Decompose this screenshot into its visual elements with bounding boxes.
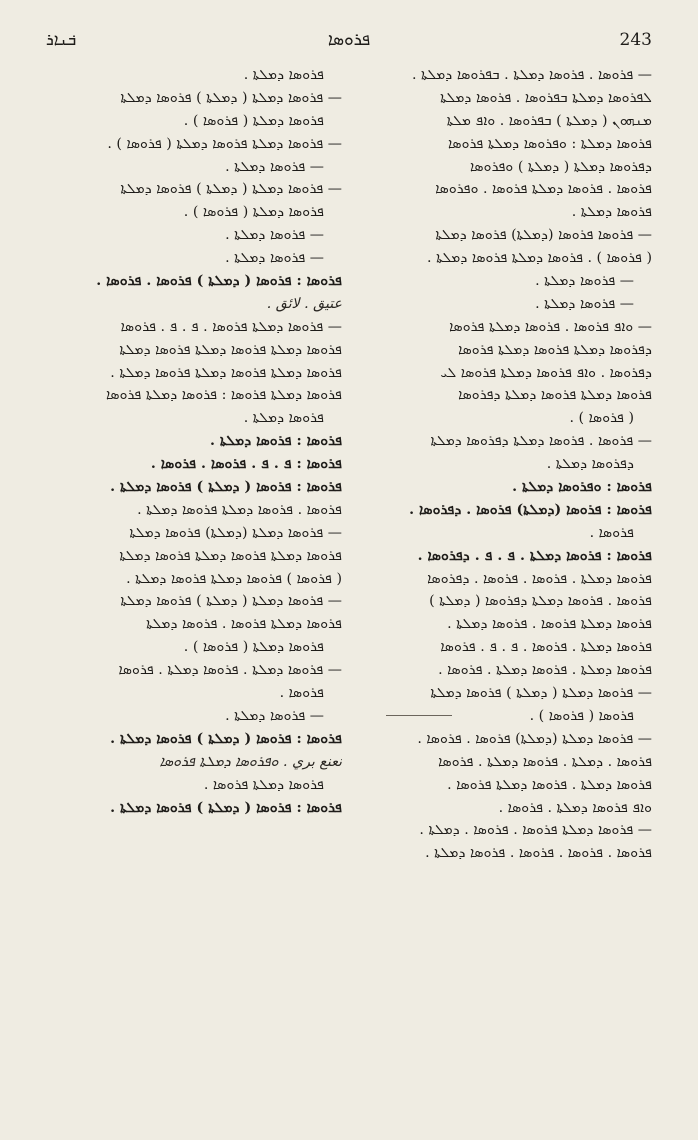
text-line: ܦܪܘܣܐ : ܦܪܘܣܐ (ܕܡܠܬܐ) ܦܪܘܣܐ . ܕܦܪܘܣܐ .	[409, 501, 652, 518]
end-rule	[386, 715, 452, 716]
text-line: ܦܪܘܣܐ ܕܡܠܬܐ ( ܦܪܘܣܐ ) .	[183, 112, 324, 129]
text-line: — ܦܪܘܣܐ ܕܡܠܬܐ .	[225, 250, 324, 267]
text-line: ܦܪܘܣܐ ܕܡܠܬܐ ܦܪܘܣܐ ܕܡܠܬܐ ܕܦܪܘܣܐ	[458, 387, 652, 404]
text-line: ܘܐܦ ܦܪܘܣܐ ܕܡܠܬܐ . ܦܪܘܣܐ .	[498, 799, 652, 816]
text-line: نعنع بري . ܘܦܪܘܣܐ ܕܡܠܬܐ ܦܪܘܣܐ	[159, 753, 342, 770]
text-line: ( ܦܪܘܣܐ ) .	[569, 410, 634, 427]
text-line: ܠܦܪܘܣܐ ܕܡܠܬܐ ܒܦܪܘܣܐ . ܦܪܘܣܐ ܕܡܠܬܐ	[440, 89, 652, 106]
text-line: ܦܪܘܣܐ : ܦܪܘܣܐ ( ܕܡܠܬܐ ) ܦܪܘܣܐ . ܦܪܘܣܐ .	[96, 273, 342, 290]
text-line: — ܦܪܘܣܐ ܦܪܘܣܐ (ܕܡܠܬܐ) ܦܪܘܣܐ ܕܡܠܬܐ	[435, 227, 652, 244]
text-line: عتيق . لائق .	[266, 295, 342, 312]
right-column	[360, 64, 652, 865]
text-line: ܦܪܘܣܐ ܕܡܠܬܐ ܦܪܘܣܐ : ܦܪܘܣܐ ܕܡܠܬܐ ܦܪܘܣܐ	[106, 387, 342, 404]
text-line: ܕܦܪܘܣܐ . ܘܐܦ ܦܪܘܣܐ ܕܡܠܬܐ ܦܪܘܣܐ ܠܝ	[440, 364, 652, 381]
text-line: ( ܦܪܘܣܐ ) ܦܪܘܣܐ ܕܡܠܬܐ ܦܪܘܣܐ ܕܡܠܬܐ .	[126, 570, 342, 587]
text-line: ܦܪܘܣܐ ܕܡܠܬܐ ܦܪܘܣܐ ܕܡܠܬܐ ܦܪܘܣܐ ܕܡܠܬܐ	[119, 341, 342, 358]
text-line: — ܦܪܘܣܐ . ܦܪܘܣܐ ܕܡܠܬܐ ܕܦܪܘܣܐ ܕܡܠܬܐ	[430, 433, 652, 450]
text-line: ܡܢܗܘܢ ( ܕܡܠܬܐ ) ܒܦܪܘܣܐ . ܘܐܦ ܡܠܬܐ	[446, 112, 652, 129]
running-head	[46, 30, 652, 60]
text-line: ܦܪܘܣܐ ܕܡܠܬܐ ( ܦܪܘܣܐ ) .	[183, 639, 324, 656]
text-line: — ܦܪܘܣܐ ܕܡܠܬܐ .	[535, 273, 634, 290]
text-line: ܦܪܘܣܐ ܕܡܠܬܐ ܦܪܘܣܐ ܕܡܠܬܐ ܦܪܘܣܐ ܕܡܠܬܐ	[119, 547, 342, 564]
text-line: ܦܪܘܣܐ . ܦܪܘܣܐ ܕܡܠܬܐ ܦܪܘܣܐ . ܘܦܪܘܣܐ	[435, 181, 652, 198]
text-line: ܦܪܘܣܐ : ܦܪܘܣܐ ܕܡܠܬܐ .	[210, 433, 342, 450]
text-line: — ܦܪܘܣܐ ܕܡܠܬܐ ܦܪܘܣܐ . ܦܪܘܣܐ . ܕܡܠܬܐ .	[419, 822, 652, 839]
page-title: ܦܪܘܣܐ	[327, 30, 371, 50]
text-line: — ܦܪܘܣܐ ܕܡܠܬܐ ( ܕܡܠܬܐ ) ܦܪܘܣܐ ܕܡܠܬܐ	[430, 685, 652, 702]
text-line: — ܦܪܘܣܐ ܕܡܠܬܐ .	[225, 158, 324, 175]
text-line: ܦܪܘܣܐ . ܦܪܘܣܐ ܕܡܠܬܐ ܕܦܪܘܣܐ ( ܕܡܠܬܐ )	[429, 593, 652, 610]
text-line: ܦܪܘܣܐ . ܕܡܠܬܐ . ܦܪܘܣܐ ܕܡܠܬܐ . ܦܪܘܣܐ	[438, 753, 652, 770]
text-line: ܦܪܘܣܐ ܕܡܠܬܐ .	[571, 204, 652, 221]
text-line: — ܦܪܘܣܐ ܕܡܠܬܐ .	[225, 707, 324, 724]
text-line: — ܦܪܘܣܐ ܕܡܠܬܐ ܦܪܘܣܐ . ܦ . ܦ . ܦܪܘܣܐ	[120, 318, 342, 335]
text-line: ܦܪܘܣܐ .	[589, 524, 634, 541]
left-column	[50, 64, 342, 819]
text-line: ܦܪܘܣܐ ܕܡܠܬܐ . ܦܪܘܣܐ ܕܡܠܬܐ . ܦܪܘܣܐ .	[438, 662, 652, 679]
text-line: ܦܪܘܣܐ ܕܡܠܬܐ ܦܪܘܣܐ . ܦܪܘܣܐ ܕܡܠܬܐ .	[447, 616, 652, 633]
text-line: — ܦܪܘܣܐ ܕܡܠܬܐ ( ܕܡܠܬܐ ) ܦܪܘܣܐ ܕܡܠܬܐ	[120, 593, 342, 610]
text-line: ܦܪܘܣܐ : ܦ . ܦ . ܦܪܘܣܐ . ܦܪܘܣܐ .	[150, 456, 342, 473]
text-line: — ܦܪܘܣܐ . ܦܪܘܣܐ ܕܡܠܬܐ . ܒܦܪܘܣܐ ܕܡܠܬܐ .	[411, 67, 652, 83]
text-line: ܦܪܘܣܐ : ܦܪܘܣܐ ( ܕܡܠܬܐ ) ܦܪܘܣܐ ܕܡܠܬܐ .	[110, 730, 342, 747]
text-line: ܦܪܘܣܐ . ܦܪܘܣܐ ܕܡܠܬܐ ܦܪܘܣܐ ܕܡܠܬܐ .	[137, 501, 342, 518]
text-line: ܕܦܪܘܣܐ ܕܡܠܬܐ ( ܕܡܠܬܐ ) ܘܦܪܘܣܐ	[470, 158, 652, 175]
text-line: — ܦܪܘܣܐ ܕܡܠܬܐ (ܕܡܠܬܐ) ܦܪܘܣܐ . ܦܪܘܣܐ .	[417, 730, 652, 747]
text-line: — ܘܐܦ ܦܪܘܣܐ . ܦܪܘܣܐ ܕܡܠܬܐ ܦܪܘܣܐ	[449, 318, 652, 335]
text-line: ܕܦܪܘܣܐ ܕܡܠܬܐ .	[546, 456, 634, 473]
text-line: ܦܪܘܣܐ ܕܡܠܬܐ . ܦܪܘܣܐ . ܦܪܘܣܐ . ܕܦܪܘܣܐ	[427, 570, 652, 587]
text-line: ܦܪܘܣܐ : ܦܪܘܣܐ ܕܡܠܬܐ . ܦ . ܦ . ܕܦܪܘܣܐ .	[417, 547, 652, 564]
text-line: ܦܪܘܣܐ .	[279, 685, 324, 702]
text-line: ܦܪܘܣܐ : ܘܦܪܘܣܐ ܕܡܠܬܐ .	[512, 479, 652, 496]
text-line: — ܦܪܘܣܐ ܕܡܠܬܐ .	[535, 295, 634, 312]
text-line: ܦܪܘܣܐ ܕܡܠܬܐ .	[243, 410, 324, 427]
text-line: ܦܪܘܣܐ ܕܡܠܬܐ . ܦܪܘܣܐ . ܦ . ܦ . ܦܪܘܣܐ	[440, 639, 652, 656]
text-line: — ܦܪܘܣܐ ܕܡܠܬܐ ( ܕܡܠܬܐ ) ܦܪܘܣܐ ܕܡܠܬܐ	[120, 181, 342, 198]
text-line: ܦܪܘܣܐ ܕܡܠܬܐ ܦܪܘܣܐ .	[203, 776, 324, 793]
text-line: — ܦܪܘܣܐ ܕܡܠܬܐ . ܦܪܘܣܐ ܕܡܠܬܐ . ܦܪܘܣܐ	[118, 662, 342, 679]
text-line: — ܦܪܘܣܐ ܕܡܠܬܐ ܦܪܘܣܐ ܕܡܠܬܐ ( ܦܪܘܣܐ ) .	[107, 135, 342, 152]
text-line: ܕܦܪܘܣܐ ܕܡܠܬܐ ܦܪܘܣܐ ܕܡܠܬܐ ܦܪܘܣܐ	[458, 341, 652, 358]
text-line: ( ܦܪܘܣܐ ) . ܦܪܘܣܐ ܕܡܠܬܐ ܦܪܘܣܐ ܕܡܠܬܐ .	[427, 250, 652, 267]
text-line: ܦܪܘܣܐ ܕܡܠܬܐ : ܘܦܪܘܣܐ ܕܡܠܬܐ ܦܪܘܣܐ	[447, 135, 652, 152]
text-line: ܦܪܘܣܐ : ܦܪܘܣܐ ( ܕܡܠܬܐ ) ܦܪܘܣܐ ܕܡܠܬܐ .	[110, 479, 342, 496]
text-line: — ܦܪܘܣܐ ܕܡܠܬܐ .	[225, 227, 324, 244]
text-line: — ܦܪܘܣܐ ܕܡܠܬܐ ( ܕܡܠܬܐ ) ܦܪܘܣܐ ܕܡܠܬܐ	[120, 89, 342, 106]
text-line: ܦܪܘܣܐ ܕܡܠܬܐ ܦܪܘܣܐ ܕܡܠܬܐ ܦܪܘܣܐ ܕܡܠܬܐ .	[110, 364, 342, 381]
text-line: ܦܪܘܣܐ ܕܡܠܬܐ ܦܪܘܣܐ . ܦܪܘܣܐ ܕܡܠܬܐ	[146, 616, 342, 633]
text-line: ܦܪܘܣܐ ܕܡܠܬܐ . ܦܪܘܣܐ ܕܡܠܬܐ ܦܪܘܣܐ .	[447, 776, 652, 793]
text-line: ܦܪܘܣܐ : ܦܪܘܣܐ ( ܕܡܠܬܐ ) ܦܪܘܣܐ ܕܡܠܬܐ .	[110, 799, 342, 816]
text-line: ܦܪܘܣܐ . ܦܪܘܣܐ . ܦܪܘܣܐ . ܦܪܘܣܐ ܕܡܠܬܐ .	[425, 845, 652, 862]
catchword: ܒ݁ܢܐܪ	[46, 30, 77, 49]
text-line: ܦܪܘܣܐ ܕܡܠܬܐ ( ܦܪܘܣܐ ) .	[183, 204, 324, 221]
text-line: — ܦܪܘܣܐ ܕܡܠܬܐ (ܕܡܠܬܐ) ܦܪܘܣܐ ܕܡܠܬܐ	[129, 524, 342, 541]
page-number: 243	[619, 30, 652, 50]
text-line: ܦܪܘܣܐ ܕܡܠܬܐ .	[243, 67, 324, 83]
text-line: ܦܪܘܣܐ ( ܦܪܘܣܐ ) .	[529, 707, 634, 724]
